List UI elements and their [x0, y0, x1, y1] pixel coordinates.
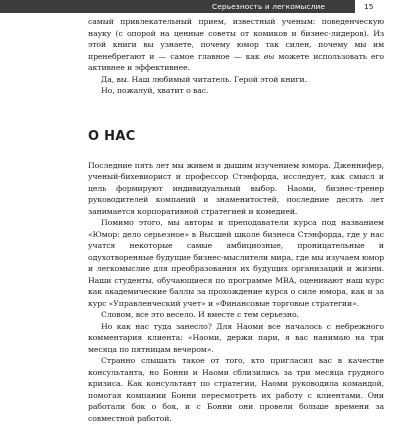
intro-paragraph-1-emphasis: вы — [263, 51, 275, 61]
intro-paragraph-1-part-a: самый привлекательный прием, известный ученым: поведенческую науку (с опорой на ценные советы от комиков и бизнес-лидеров). Из этой книги вы узнаете, почему юмор так силен, почему мы им пренебрегают и — самое главное — как — [88, 17, 384, 61]
section-paragraph-2: Помимо этого, мы авторы и преподаватели курса под названием «Юмор: дело серьезное» в Высшей школе бизнеса Стэнфорда, где у нас учатся некоторые самые амбициозные, проницательные и одухотворенные будущие бизнес-мыслители мира, где мы изучаем юмор и легкомыслие для преобразования их будущих организаций и жизни. Наши студенты, обучающиеся по программе MBA, оценивают наш курс как академические баллы за прохождение курса о силе юмора, как и за курс «Управленческий учет» и «Финансовые торговые стратегии». — [88, 218, 384, 308]
section-title: О НАС — [88, 128, 136, 144]
section-paragraph-5: Странно слышать такое от того, кто пригласил вас в качестве консультанта, но Бонни и Наоми сблизились за три месяца грудного кризиса. Как консультант по стратегии, Наоми руководила командой, помогая компании Бонни пересмотреть их работу с клиентами. Они работали бок о бок, и с Бонни они провели больше времени за совместной работой. — [88, 356, 384, 423]
intro-paragraph-1-part-b: можете использовать его активнее и эффективнее. — [88, 51, 384, 72]
page-number: 15 — [364, 2, 374, 11]
intro-paragraph-3: Но, пожалуй, хватит о вас. — [101, 86, 209, 95]
running-title: Серьезность и легкомыслие — [212, 2, 325, 11]
intro-paragraph-1 — [88, 16, 384, 74]
section-paragraph-1: Последние пять лет мы живем и дышим изучением юмора. Дженнифер, ученый-бихевиорист и профессор Стэнфорда, исследует, как смысл и цель формируют индивидуальный выбор. Наоми, бизнес-тренер руководителей компаний и знаменитостей, последние десять лет занимается корпоративной стратегией и комедией. — [88, 160, 384, 216]
running-header — [0, 0, 420, 14]
section-paragraph-3: Словом, все это весело. И вместе с тем серьезно. — [101, 310, 299, 319]
section-paragraph-4: Но как нас туда занесло? Для Наоми все началось с небрежного комментария клиента: «Наоми, держи пари, я вас нанимаю на три месяца по пятницам вечером». — [88, 321, 384, 354]
intro-paragraph-2: Да, вы. Наш любимый читатель. Герой этой книги. — [101, 74, 307, 84]
page-body — [88, 16, 384, 424]
